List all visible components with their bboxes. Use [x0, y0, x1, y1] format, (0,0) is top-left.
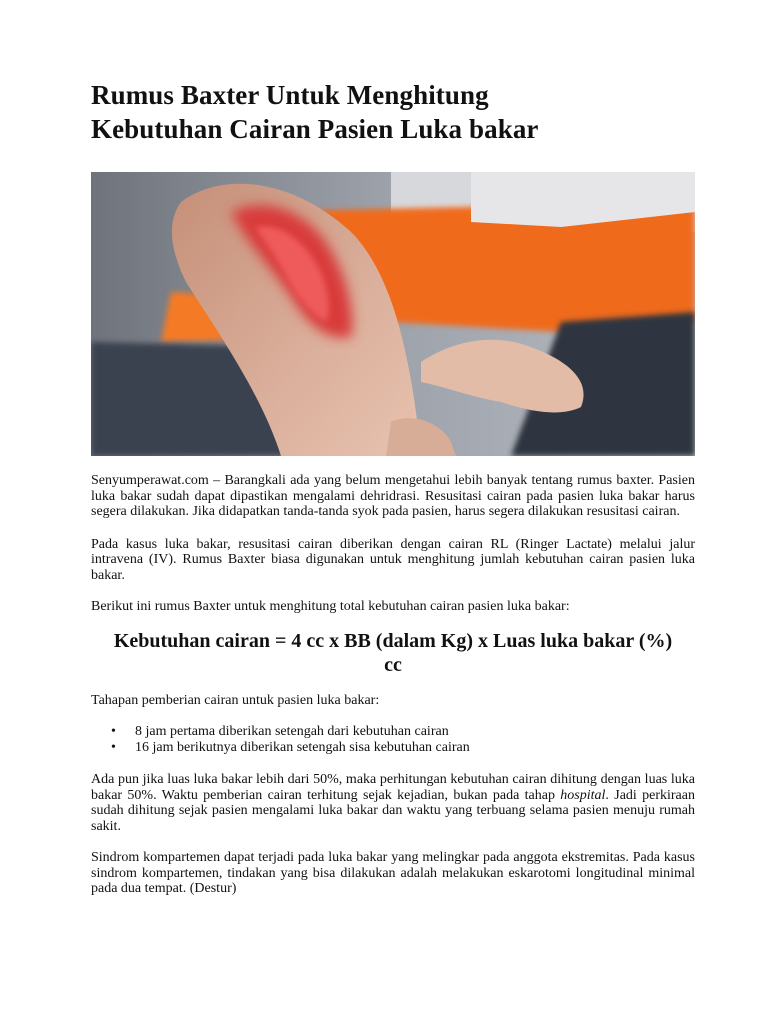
formula-lead-paragraph: Berikut ini rumus Baxter untuk menghitung total kebutuhan cairan pasien luka bakar:	[91, 599, 570, 614]
stages-lead-paragraph: Tahapan pemberian cairan untuk pasien luka bakar:	[91, 692, 380, 708]
page-title	[91, 78, 695, 146]
over-fifty-text-b: . Jadi perkiraan sudah dihitung sejak pasien mengalami luka bakar dan waktu yang terbuang selama pasien menuju rumah sakit.	[91, 787, 695, 834]
stages-list	[91, 724, 695, 756]
ringer-lactate-paragraph: Pada kasus luka bakar, resusitasi cairan diberikan dengan cairan RL (Ringer Lactate) melalui jalur intravena (IV). Rumus Baxter biasa digunakan untuk menghitung jumlah kebutuhan cairan pasien luka bakar.	[91, 536, 695, 583]
list-item-text: 16 jam berikutnya diberikan setengah sisa kebutuhan cairan	[135, 740, 470, 755]
intro-paragraph: Senyumperawat.com – Barangkali ada yang belum mengetahui lebih banyak tentang rumus baxter. Pasien luka bakar sudah dapat dipastikan mengalami dehridrasi. Resusitasi cairan pada pasien luka bakar harus segera dilakukan. Jika didapatkan tanda-tanda syok pada pasien, harus segera dilakukan resusitasi cairan.	[91, 473, 695, 519]
burn-wound-photo-icon	[91, 172, 695, 456]
over-fifty-percent-paragraph	[91, 772, 695, 834]
over-fifty-text-a: Ada pun jika luas luka bakar lebih dari 50%, maka perhitungan kebutuhan cairan dihitung dengan luas luka bakar 50%. Waktu pemberian cairan terhitung sejak kejadian, bukan pada tahap	[91, 772, 695, 803]
list-item-text: 8 jam pertama diberikan setengah dari kebutuhan cairan	[135, 724, 449, 739]
burn-wound-photo	[91, 172, 695, 456]
list-item	[91, 724, 695, 740]
title-line-2: Kebutuhan Cairan Pasien Luka bakar	[91, 114, 539, 144]
list-item	[91, 740, 695, 756]
baxter-formula: Kebutuhan cairan = 4 cc x BB (dalam Kg) x Luas luka bakar (%) cc	[113, 629, 673, 676]
document-page	[91, 78, 695, 897]
bullet-icon: •	[111, 724, 116, 739]
bullet-icon: •	[111, 740, 116, 755]
title-line-1: Rumus Baxter Untuk Menghitung	[91, 80, 489, 110]
compartment-syndrome-paragraph: Sindrom kompartemen dapat terjadi pada luka bakar yang melingkar pada anggota ekstremitas. Pada kasus sindrom kompartemen, tindakan yang bisa dilakukan adalah melakukan eskarotomi longitudinal minimal pada dua tempat. (Destur)	[91, 850, 695, 896]
hospital-italic: hospital	[560, 787, 606, 803]
